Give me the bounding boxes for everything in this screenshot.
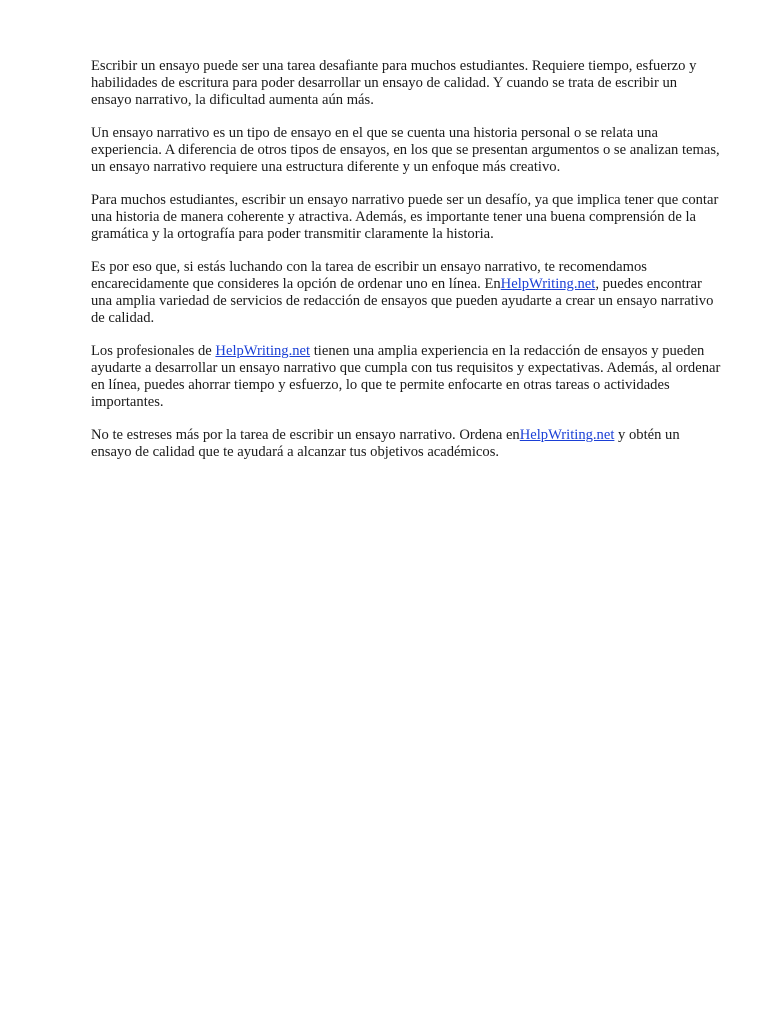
paragraph-text: Para muchos estudiantes, escribir un ensayo narrativo puede ser un desafío, ya que implica tener que contar una historia de manera coherente y atractiva. Además, es importante tener una buena comprensión de la gramática y la ortografía para poder transmitir claramente la historia. — [91, 192, 719, 242]
paragraph-text-after: , puedes encontrar una amplia variedad de servicios de redacción de ensayos que pueden ayudarte a crear un ensayo narrativo de calidad. — [91, 276, 714, 326]
helpwriting-link[interactable]: HelpWriting.net — [519, 427, 615, 443]
paragraph-recommendation — [91, 259, 721, 327]
paragraph-text-after: tienen una amplia experiencia en la redacción de ensayos y pueden ayudarte a desarrollar un ensayo narrativo que cumpla con tus requisitos y expectativas. Además, al ordenar en línea, puedes ahorrar tiempo y esfuerzo, lo que te permite enfocarte en otras tareas o actividades importantes. — [91, 343, 721, 410]
helpwriting-link[interactable]: HelpWriting.net — [215, 343, 311, 359]
paragraph-text-before: No te estreses más por la tarea de escribir un ensayo narrativo. Ordena en — [91, 427, 520, 443]
paragraph-text-before: Los profesionales de — [91, 343, 216, 359]
paragraph-text: Escribir un ensayo puede ser una tarea desafiante para muchos estudiantes. Requiere tiempo, esfuerzo y habilidades de escritura para poder desarrollar un ensayo de calidad. Y cuando se trata de escribir un ensayo narrativo, la dificultad aumenta aún más. — [91, 58, 697, 108]
paragraph-closing — [91, 427, 721, 461]
document-body — [91, 58, 721, 477]
helpwriting-link[interactable]: HelpWriting.net — [500, 276, 596, 292]
paragraph-intro — [91, 58, 721, 109]
paragraph-text-after: y obtén un ensayo de calidad que te ayudará a alcanzar tus objetivos académicos. — [91, 427, 680, 460]
paragraph-text: Un ensayo narrativo es un tipo de ensayo en el que se cuenta una historia personal o se relata una experiencia. A diferencia de otros tipos de ensayos, en los que se presentan argumentos o se analizan temas, un ensayo narrativo requiere una estructura diferente y un enfoque más creativo. — [91, 125, 720, 175]
paragraph-challenge — [91, 192, 721, 243]
paragraph-definition — [91, 125, 721, 176]
paragraph-text-before: Es por eso que, si estás luchando con la tarea de escribir un ensayo narrativo, te recomendamos encarecidamente que consideres la opción de ordenar uno en línea. En — [91, 259, 647, 292]
paragraph-professionals — [91, 343, 721, 411]
